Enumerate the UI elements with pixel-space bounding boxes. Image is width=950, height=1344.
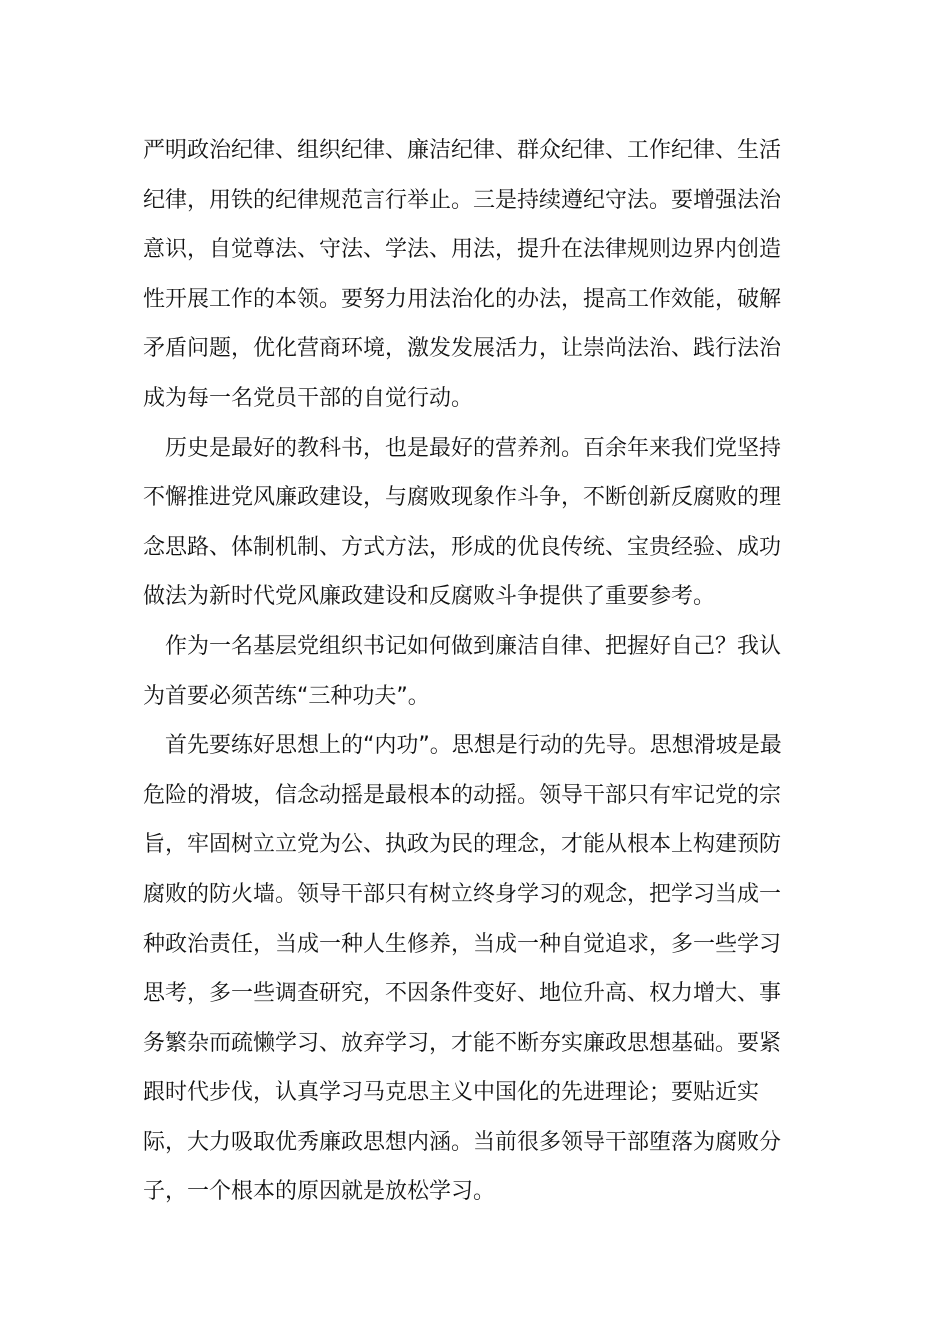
text-line: 严明政治纪律、组织纪律、廉洁纪律、群众纪律、工作纪律、生活 [143, 138, 782, 163]
paragraph-4 [143, 721, 808, 1217]
text-line: 首先要练好思想上的“内功”。思想是行动的先导。思想滑坡是最 [143, 733, 782, 759]
text-line: 作为一名基层党组织书记如何做到廉洁自律、把握好自己？我认 [143, 633, 782, 659]
paragraph-3 [143, 622, 808, 721]
paragraph-2 [143, 424, 808, 622]
text-line: 务繁杂而疏懒学习、放弃学习，才能不断夯实廉政思想基础。要紧 [143, 1030, 782, 1056]
text-line: 为首要必须苦练“三种功夫”。 [143, 683, 430, 709]
document-body [143, 126, 808, 1217]
text-line: 思考，多一些调查研究，不因条件变好、地位升高、权力增大、事 [143, 981, 782, 1007]
text-line: 念思路、体制机制、方式方法，形成的优良传统、宝贵经验、成功 [143, 534, 782, 560]
text-line: 子，一个根本的原因就是放松学习。 [143, 1179, 496, 1205]
paragraph-1 [143, 126, 808, 424]
text-line: 腐败的防火墙。领导干部只有树立终身学习的观念，把学习当成一 [143, 881, 782, 907]
text-line: 际，大力吸取优秀廉政思想内涵。当前很多领导干部堕落为腐败分 [143, 1129, 782, 1155]
text-line: 不懈推进党风廉政建设，与腐败现象作斗争，不断创新反腐败的理 [143, 485, 782, 511]
text-line: 跟时代步伐，认真学习马克思主义中国化的先进理论；要贴近实 [143, 1080, 760, 1106]
text-line: 成为每一名党员干部的自觉行动。 [143, 385, 474, 411]
text-line: 性开展工作的本领。要努力用法治化的办法，提高工作效能，破解 [143, 286, 782, 312]
text-line: 做法为新时代党风廉政建设和反腐败斗争提供了重要参考。 [143, 584, 716, 610]
text-line: 种政治责任，当成一种人生修养，当成一种自觉追求，多一些学习 [143, 931, 782, 957]
text-line: 危险的滑坡，信念动摇是最根本的动摇。领导干部只有牢记党的宗 [143, 782, 782, 808]
text-line: 矛盾问题，优化营商环境，激发发展活力，让崇尚法治、践行法治 [143, 336, 782, 362]
text-line: 意识，自觉尊法、守法、学法、用法，提升在法律规则边界内创造 [143, 237, 782, 263]
text-line: 纪律，用铁的纪律规范言行举止。三是持续遵纪守法。要增强法治 [143, 187, 782, 213]
text-line: 历史是最好的教科书，也是最好的营养剂。百余年来我们党坚持 [143, 435, 782, 461]
text-line: 旨，牢固树立立党为公、执政为民的理念，才能从根本上构建预防 [143, 832, 782, 858]
